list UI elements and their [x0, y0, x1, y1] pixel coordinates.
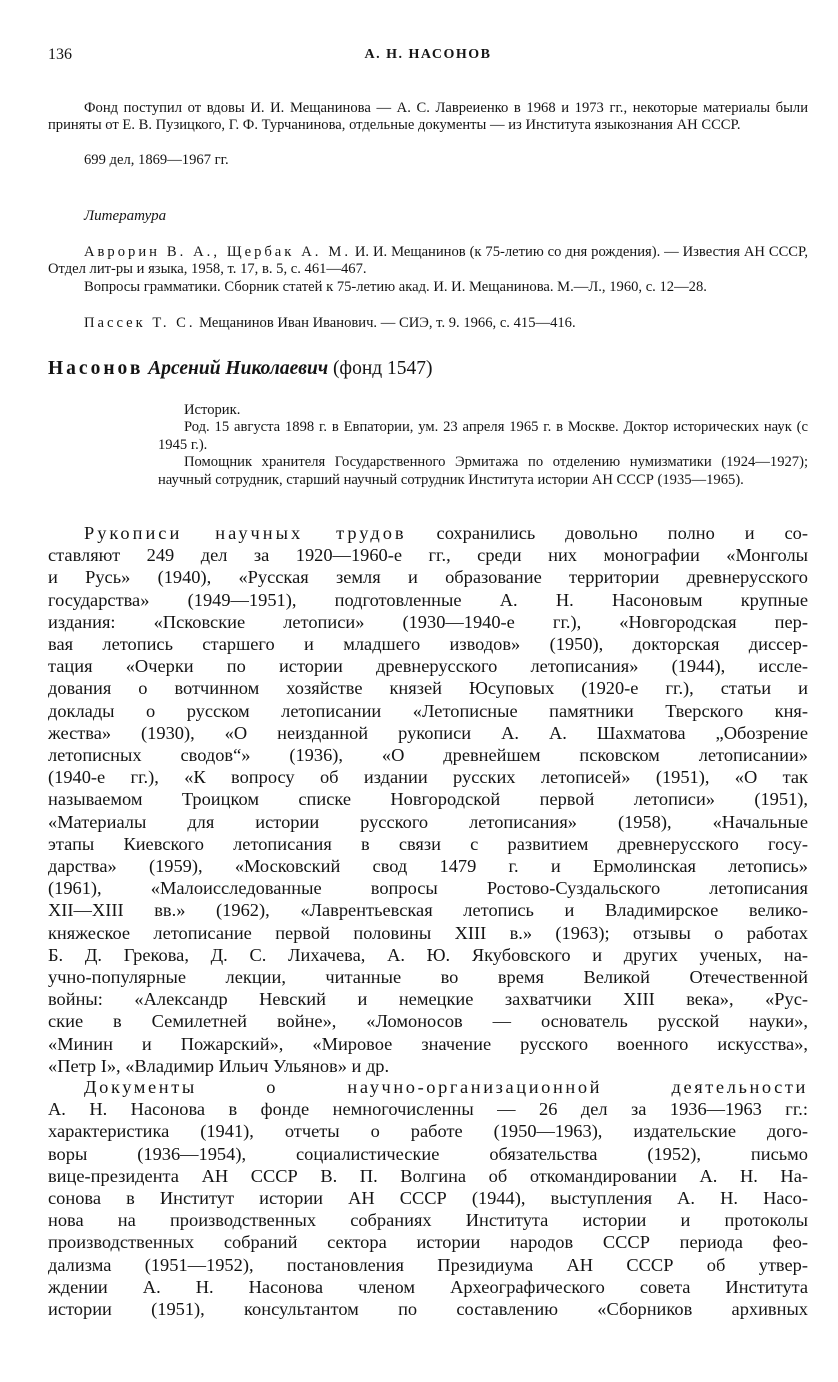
text-line: ждении А. Н. Насонова членом Археографического совета Института: [48, 1276, 808, 1297]
text-line: вице-президента АН СССР В. П. Волгина об откомандировании А. Н. На-: [48, 1165, 808, 1186]
text-line: ставляют 249 дел за 1920—1960-е гг., среди них монографии «Монголы: [48, 545, 808, 566]
literature-text: Мещанинов Иван Иванович. — СИЭ, т. 9. 1966, с. 415—416.: [195, 315, 576, 331]
text-line: княжеское летописание первой половины XIII в.» (1963); отзывы о работах: [48, 922, 808, 943]
text-line: издания: «Псковские летописи» (1930—1940-е гг.), «Новгородская пер-: [48, 611, 808, 632]
text-line: этапы Киевского летописания в связи с развитием древнерусского госу-: [48, 833, 808, 854]
text-line: жества» (1930), «О неизданной рукописи А. А. Шахматова „Обозрение: [48, 722, 808, 743]
entry-heading: [48, 358, 433, 380]
text-line: сонова в Институт истории АН СССР (1944), выступления А. Н. Насо-: [48, 1188, 808, 1209]
bio-dates: Род. 15 августа 1898 г. в Евпатории, ум. 23 апреля 1965 г. в Москве. Доктор исторических наук (с 1945 г.).: [158, 419, 808, 453]
text-line: доклады о русском летописании «Летописные памятники Тверского кня-: [48, 700, 808, 721]
person-name: [48, 358, 328, 379]
text-line: производственных собраний сектора истории народов СССР периода фео-: [48, 1232, 808, 1253]
text-line: (1940-е гг.), «К вопросу об издании русских летописей» (1951), «О так: [48, 767, 808, 788]
text-line: вая летопись старшего и младшего изводов» (1950), докторская диссер-: [48, 634, 808, 655]
person-given-names: Арсений Николаевич: [143, 358, 329, 379]
text-line: «Минин и Пожарский», «Мировое значение русского военного искусства»,: [48, 1033, 808, 1054]
page-number: 136: [48, 46, 72, 63]
literature-entry: [48, 244, 808, 279]
text-line: «Материалы для истории русского летописания» (1958), «Начальные: [48, 811, 808, 832]
text-line: Б. Д. Грекова, Д. С. Лихачева, А. Ю. Якубовского и других ученых, на-: [48, 944, 808, 965]
biography-block: [158, 402, 808, 489]
text-line: А. Н. Насонова в фонде немногочисленны — 26 дел за 1936—1963 гг.:: [48, 1099, 808, 1120]
literature-entry: [48, 315, 808, 332]
text-line: воры (1936—1954), социалистические обязательства (1952), письмо: [48, 1143, 808, 1164]
literature-author: Пассек Т. С.: [84, 315, 196, 331]
line-text: сохранились довольно полно и со-: [406, 523, 808, 543]
text-line: учно-популярные лекции, читанные во время Великой Отечественной: [48, 967, 808, 988]
intro-text: Фонд поступил от вдовы И. И. Мещанинова — А. С. Лавреиенко в 1968 и 1973 гг., некоторые материалы были приняты от Е. В. Пузицкого, Г. Ф. Турчанинова, отдельные документы — из Института языкознания АН СССР.: [48, 100, 808, 134]
fond-number: (фонд 1547): [328, 358, 433, 379]
literature-heading: Литература: [84, 208, 167, 224]
documents-paragraph: [48, 1076, 808, 1320]
section-lead: Рукописи научных трудов: [84, 523, 407, 543]
bio-profession: Историк.: [184, 402, 241, 418]
literature-text: Вопросы грамматики. Сборник статей к 75-летию акад. И. И. Мещанинова. М.—Л., 1960, с. 12—28.: [84, 279, 707, 295]
literature-text: И. И. Мещанинов (к 75-летию со дня рождения). — Известия АН СССР, Отдел лит-ры и языка, 1958, т. 17, в. 5, с. 461—467.: [48, 244, 808, 278]
intro-paragraph: [48, 100, 808, 135]
text-line: ские в Семилетней войне», «Ломоносов — основатель русской науки»,: [48, 1011, 808, 1032]
text-line: государства» (1949—1951), подготовленные А. Н. Насоновым крупные: [48, 589, 808, 610]
text-line: тация «Очерки по истории древнерусского летописания» (1944), иссле-: [48, 656, 808, 677]
text-line: характеристика (1941), отчеты о работе (1950—1963), издательские дого-: [48, 1121, 808, 1142]
text-line: дарства» (1959), «Московский свод 1479 г. и Ермолинская летопись»: [48, 856, 808, 877]
text-line: истории (1951), консультантом по составлению «Сборников архивных: [48, 1299, 808, 1320]
text-line: войны: «Александр Невский и немецкие захватчики XIII века», «Рус-: [48, 989, 808, 1010]
text-line: XII—XIII вв.» (1962), «Лаврентьевская летопись и Владимирское велико-: [48, 900, 808, 921]
running-title: А. Н. НАСОНОВ: [364, 47, 492, 62]
text-line: и Русь» (1940), «Русская земля и образование территории древнерусского: [48, 567, 808, 588]
literature-author: Аврорин В. А., Щербак А. М.: [84, 244, 351, 260]
text-line: [48, 1076, 808, 1098]
literature-entry: [48, 279, 808, 296]
manuscripts-paragraph: [48, 522, 808, 1077]
running-head: [48, 46, 808, 68]
section-lead: Документы о научно-организационной деятельности: [84, 1077, 808, 1097]
text-line: летописных сводов“» (1936), «О древнейшем псковском летописании»: [48, 745, 808, 766]
text-line: (1961), «Малоисследованные вопросы Ростово-Суздальского летописания: [48, 878, 808, 899]
text-line: дования о вотчинном хозяйстве князей Юсуповых (1920-е гг.), статьи и: [48, 678, 808, 699]
intro-count: 699 дел, 1869—1967 гг.: [84, 152, 229, 168]
text-line: дализма (1951—1952), постановления Президиума АН СССР об утвер-: [48, 1254, 808, 1275]
person-surname: Насонов: [48, 358, 144, 379]
text-line: нова на производственных собраниях Института истории и протоколы: [48, 1210, 808, 1231]
text-line: [48, 522, 808, 544]
text-line: «Петр I», «Владимир Ильич Ульянов» и др.: [48, 1055, 390, 1076]
bio-career: Помощник хранителя Государственного Эрмитажа по отделению нумизматики (1924—1927); научный сотрудник, старший научный сотрудник Института истории АН СССР (1935—1965).: [158, 454, 808, 488]
text-line: называемом Троицком списке Новгородской первой летописи» (1951),: [48, 789, 808, 810]
